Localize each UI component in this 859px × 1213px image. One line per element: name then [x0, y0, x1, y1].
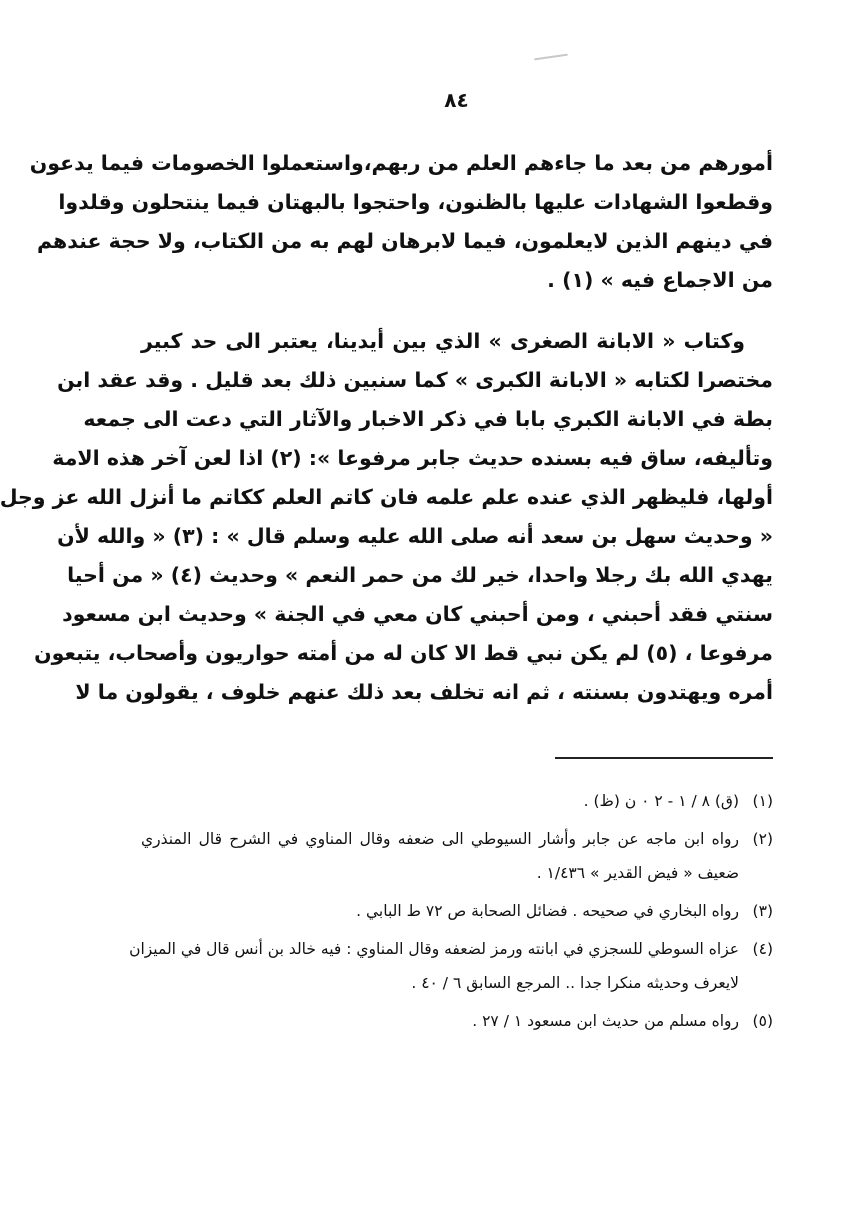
- footnote-2: [141, 822, 773, 890]
- body-line: في دينهم الذين لايعلمون، فيما لابرهان لهم به من الكتاب، ولا حجة عندهم: [36, 229, 773, 253]
- body-line: وقطعوا الشهادات عليها بالظنون، واحتجوا بالبهتان فيما ينتحلون وقلدوا: [58, 190, 773, 214]
- footnote-line: لايعرف وحديثه منكرا جدا .. المرجع السابق ٦ / ٤٠ .: [411, 974, 739, 992]
- footnote-body: [141, 784, 739, 818]
- footnote-1: [141, 784, 773, 818]
- paragraph-gap: [141, 300, 773, 322]
- footnote-number: (٤): [752, 940, 773, 958]
- body-line: يهدي الله بك رجلا واحدا، خير لك من حمر النعم » وحديث (٤) « من أحيا: [67, 563, 773, 587]
- footnote-3: [141, 894, 773, 928]
- footnote-4: [129, 932, 773, 1000]
- body-line: أمورهم من بعد ما جاءهم العلم من ربهم،واستعملوا الخصومات فيما يدعون: [29, 151, 773, 175]
- body-line: أولها، فليظهر الذي عنده علم علمه فان كاتم العلم ككاتم ما أنزل الله عز وجل: [0, 485, 773, 509]
- footnote-line: رواه ابن ماجه عن جابر وأشار السيوطي الى ضعفه وقال المناوي في الشرح قال المنذري: [141, 830, 739, 848]
- body-text: [0, 144, 773, 712]
- footnote-line: رواه البخاري في صحيحه . فضائل الصحابة ص ٧٢ ط البابي .: [356, 902, 739, 920]
- footnote-number: (٥): [752, 1012, 773, 1030]
- body-line: من الاجماع فيه » (١) .: [547, 268, 773, 292]
- body-line: مرفوعا ، (٥) لم يكن نبي قط الا كان له من أمته حواريون وأصحاب، يتبعون: [34, 641, 773, 665]
- footnote-line: (ق) ٨ / ١ - ٢ ٠ ن (ظ) .: [583, 792, 739, 810]
- footnote-number: (١): [752, 792, 773, 810]
- footnote-body: [141, 1004, 739, 1038]
- scan-mark: [534, 54, 568, 61]
- body-line: « وحديث سهل بن سعد أنه صلى الله عليه وسلم قال » : (٣) « والله لأن: [57, 524, 773, 548]
- footnote-line: ضعيف « فيض القدير » ١/٤٣٦ .: [536, 864, 739, 882]
- footnote-number: (٢): [752, 830, 773, 848]
- footnote-body: [129, 932, 739, 1000]
- footnote-divider: [555, 757, 773, 759]
- footnote-line: عزاه السوطي للسجزي في ابانته ورمز لضعفه وقال المناوي : فيه خالد بن أنس قال في الميزان: [129, 940, 739, 958]
- body-line: سنتي فقد أحبني ، ومن أحبني كان معي في الجنة » وحديث ابن مسعود: [62, 602, 773, 626]
- body-line: مختصرا لكتابه « الابانة الكبرى » كما سنبين ذلك بعد قليل . وقد عقد ابن: [57, 368, 773, 392]
- body-line: وتأليفه، ساق فيه بسنده حديث جابر مرفوعا »: (٢) اذا لعن آخر هذه الامة: [52, 446, 773, 470]
- body-line: أمره ويهتدون بسنته ، ثم انه تخلف بعد ذلك عنهم خلوف ، يقولون ما لا: [75, 680, 773, 704]
- body-line: وكتاب « الابانة الصغرى » الذي بين أيدينا، يعتبر الى حد كبير: [141, 329, 745, 353]
- footnote-line: رواه مسلم من حديث ابن مسعود ١ / ٢٧ .: [472, 1012, 739, 1030]
- footnote-5: [141, 1004, 773, 1038]
- page-number: ٨٤: [444, 88, 469, 112]
- footnotes: [129, 784, 773, 1042]
- footnote-body: [141, 822, 739, 890]
- footnote-body: [141, 894, 739, 928]
- body-line: بطة في الابانة الكبري بابا في ذكر الاخبار والآثار التي دعت الى جمعه: [83, 407, 773, 431]
- footnote-number: (٣): [752, 902, 773, 920]
